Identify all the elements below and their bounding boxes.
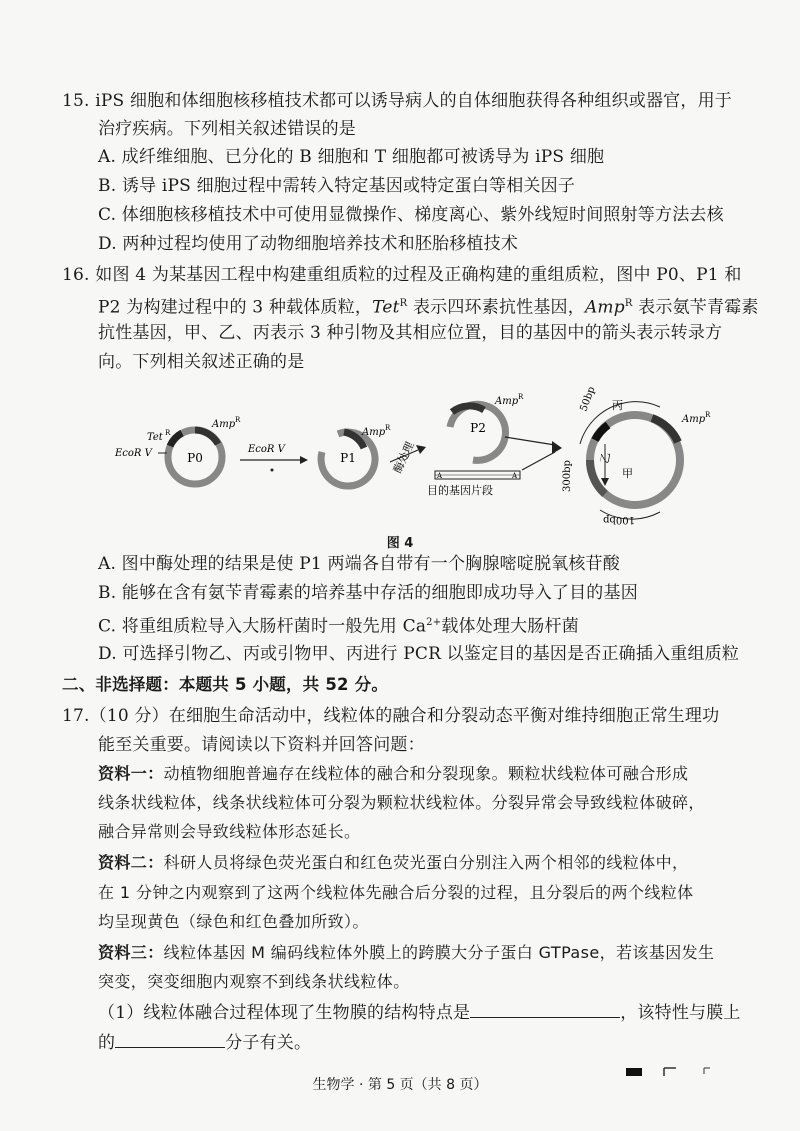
plasmid-p2 [450,393,524,460]
material-2-text1: 科研人员将绿色荧光蛋白和红色荧光蛋白分别注入两个相邻的线粒体中， [163,853,689,872]
material-1-label: 资料一： [98,764,164,783]
p0-amp-sup: R [235,416,241,424]
arrow-enzyme [390,439,426,475]
target-gene-fragment [427,471,520,497]
q17-sub1-line2 [98,1029,311,1056]
q16-stem2-b: 表示四环素抗性基因， [407,297,585,318]
p0-ecorv-label: EcoR V [115,448,152,459]
q15-option-b: B. 诱导 iPS 细胞过程中需转入特定基因或特定蛋白等相关因子 [98,176,576,196]
q17-stem-line2: 能至关重要。请阅读以下资料并回答问题： [98,735,425,755]
q17-sub1-text-a: （1）线粒体融合过程体现了生物膜的结构特点是 [98,1003,471,1023]
p0-amp-segment [195,430,218,444]
enzyme-label: 酶处理 [390,439,417,476]
arrow-ecorv-label: EcoR V [248,444,285,455]
material-1-line3: 融合异常则会导致线粒体形态延长。 [98,822,361,841]
material-2-line1 [98,850,688,876]
q16-option-c [98,610,579,640]
fragment-a-left: A [437,472,443,480]
q16-option-c-text2: 载体处理大肠杆菌 [441,616,579,637]
scan-marks [624,1062,754,1082]
p2-amp-label: Amp [495,396,519,407]
material-3-label: 资料三： [98,943,164,962]
material-1-line1 [98,761,688,787]
section-2-title: 二、非选择题：本题共 5 小题，共 52 分。 [62,675,389,694]
target-gene-label: 目的基因片段 [427,484,493,497]
plasmid-p1 [321,424,391,486]
q16-stem-line2 [98,291,759,321]
p0-label: P0 [187,451,203,465]
q15-stem-line1: 15. iPS 细胞和体细胞核移植技术都可以诱导病人的自体细胞获得各种组织或器官，用于 [62,91,732,111]
p0-tet-segment [170,433,182,446]
primer-jia-label: 甲 [622,467,633,480]
recomb-amp-sup: R [705,411,711,419]
q16-option-c-text1: C. 将重组质粒导入大肠杆菌时一般先用 Ca [98,616,427,637]
recombinant-plasmid [562,385,711,525]
scan-mark-block [626,1068,642,1076]
material-2-line2: 在 1 分钟之内观察到了这两个线粒体先融合后分裂的过程，且分裂后的两个线粒体 [98,883,694,902]
bp100-label: 100bp [603,514,635,525]
answer-blank-2[interactable] [115,1029,225,1048]
q16-stem-line1: 16. 如图 4 为某基因工程中构建重组质粒的过程及正确构建的重组质粒，图中 P0、P1 和 [62,265,742,285]
q16-stem2-c: 表示氨苄青霉素 [632,297,759,318]
material-2-line3: 均呈现黄色（绿色和红色叠加所致）。 [98,912,369,931]
q15-option-a: A. 成纤维细胞、已分化的 B 细胞和 T 细胞都可被诱导为 iPS 细胞 [98,147,605,167]
primer-yi-label: 乙 [598,451,613,465]
material-3-text1: 线粒体基因 M 编码线粒体外膜上的跨膜大分子蛋白 GTPase，若该基因发生 [163,943,715,962]
amp-sup: R [624,298,633,309]
plasmid-p0 [114,416,241,484]
material-3-line2: 突变，突变细胞内观察不到线条状线粒体。 [98,972,410,991]
scan-mark-small [704,1068,710,1074]
q16-option-d: D. 可选择引物乙、丙或引物甲、丙进行 PCR 以鉴定目的基因是否正确插入重组质粒 [98,644,740,664]
q15-stem-line2: 治疗疾病。下列相关叙述错误的是 [98,119,356,139]
q16-option-a: A. 图中酶处理的结果是使 P1 两端各自带有一个胸腺嘧啶脱氧核苷酸 [98,554,620,574]
p2-amp-sup: R [518,393,524,401]
q15-option-c: C. 体细胞核移植技术中可使用显微操作、梯度离心、紫外线短时间照射等方法去核 [98,205,724,225]
p0-tet-sup: R [165,429,171,437]
recomb-promoter-segment [595,425,608,440]
p1-amp-sup: R [385,424,391,432]
material-2-label: 资料二： [98,853,164,872]
q17-sub1-text-d: 分子有关。 [225,1033,312,1053]
bp300-label: 300bp [562,460,573,492]
tet-gene-label: Tet [372,297,400,318]
material-1-text1: 动植物细胞普遍存在线粒体的融合和分裂现象。颗粒状线粒体可融合形成 [163,764,689,783]
figure-4-diagram [100,382,740,542]
figure-caption: 图 4 [386,536,414,551]
recomb-amp-label: Amp [682,414,706,425]
q15-option-d: D. 两种过程均使用了动物细胞培养技术和胚胎移植技术 [98,234,519,254]
material-3-line1 [98,940,714,966]
amp-gene-label: Amp [584,297,625,318]
tet-sup: R [399,298,408,309]
scan-mark-corner [664,1068,676,1076]
p2-label: P2 [470,421,486,435]
q17-sub1-text-b: ，该特性与膜上 [620,1003,741,1023]
q16-stem2-a: P2 为构建过程中的 3 种载体质粒， [98,297,373,318]
p0-amp-label: Amp [212,419,236,430]
p1-label: P1 [340,451,356,465]
q16-stem-line4: 向。下列相关叙述正确的是 [98,352,305,372]
arrow-ligation [505,437,562,470]
fragment-a-right: A [512,472,518,480]
p0-tet-label: Tet [147,432,163,443]
q17-stem-line1: 17.（10 分）在细胞生命活动中，线粒体的融合和分裂动态平衡对维持细胞正常生理功 [62,706,720,726]
bp50-label: 50bp [578,385,598,414]
arrow-ecorv [240,444,308,472]
answer-blank-1[interactable] [470,999,620,1018]
q16-option-b: B. 能够在含有氨苄青霉素的培养基中存活的细胞即成功导入了目的基因 [98,583,638,603]
p2-amp-segment [452,406,484,412]
material-1-line2: 线条状线粒体，线条状线粒体可分裂为颗粒状线粒体。分裂异常会导致线粒体破碎， [98,793,705,812]
ca-charge: 2+ [426,617,442,628]
q16-stem-line3: 抗性基因，甲、乙、丙表示 3 种引物及其相应位置，目的基因中的箭头表示转录方 [98,323,723,343]
recomb-amp-segment [652,418,678,442]
q17-sub1-line1 [98,999,741,1026]
p1-amp-label: Amp [362,427,386,438]
q17-sub1-text-c: 的 [98,1033,116,1053]
page-footer: 生物学 · 第 5 页（共 8 页） [312,1077,488,1093]
primer-bing-label: 丙 [612,399,623,412]
